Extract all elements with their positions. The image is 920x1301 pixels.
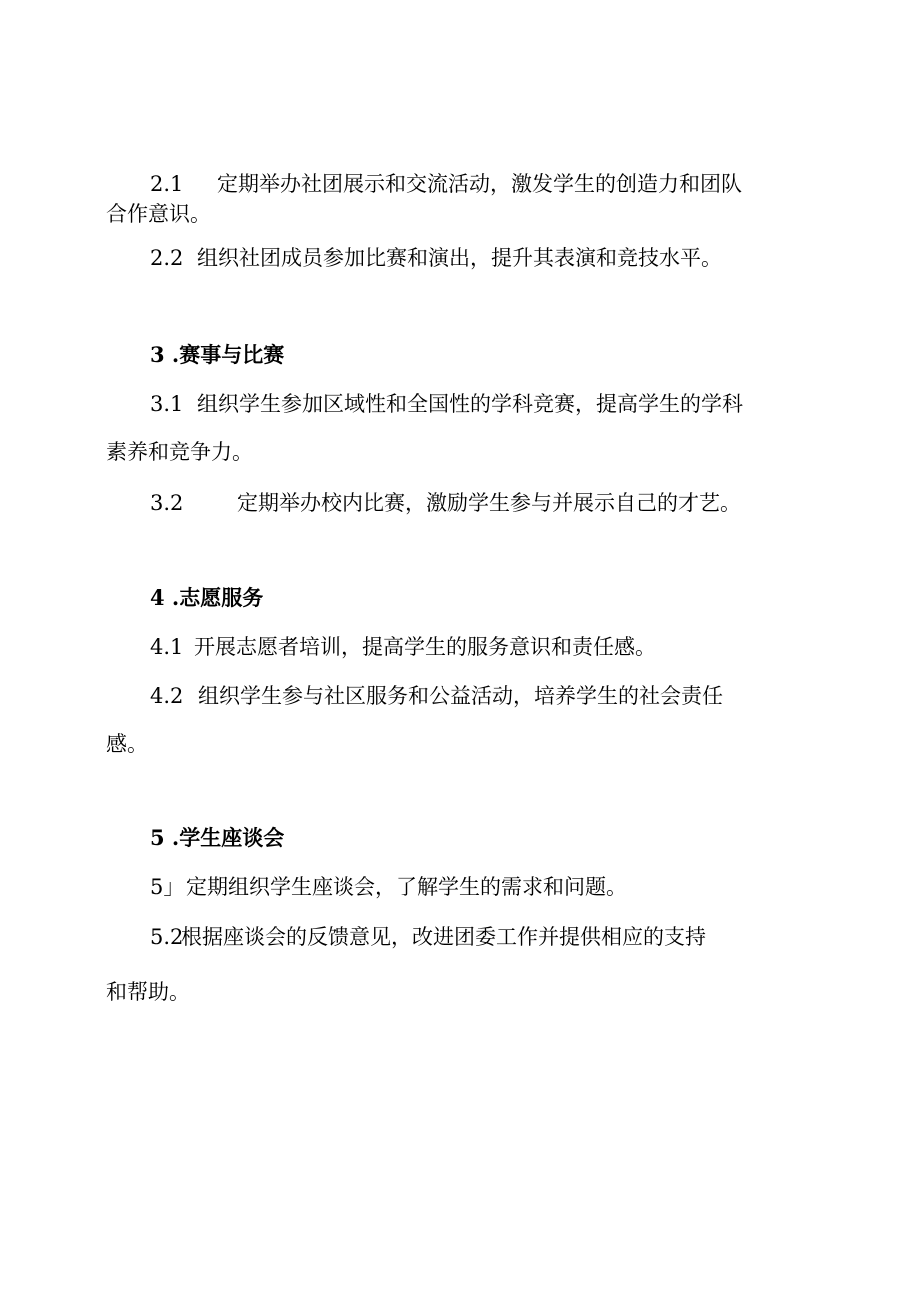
item-3-1-line-2: 素养和竞争力。 xyxy=(106,440,253,464)
item-3-2-line xyxy=(150,488,741,518)
item-4-1-text: 开展志愿者培训，提高学生的服务意识和责任感。 xyxy=(194,635,656,659)
item-5-2-line-2: 和帮助。 xyxy=(106,980,190,1004)
item-3-2-number: 3.2 xyxy=(150,491,184,515)
item-4-1-line xyxy=(150,632,656,662)
item-2-1-line-2: 合作意识。 xyxy=(106,202,211,226)
section-5-heading: 5 .学生座谈会 xyxy=(150,825,285,850)
item-2-2-text: 组织社团成员参加比赛和演出，提升其表演和竞技水平。 xyxy=(197,246,722,270)
item-2-1-text: 定期举办社团展示和交流活动，激发学生的创造力和团队 xyxy=(217,172,742,196)
section-3-heading: 3 .赛事与比赛 xyxy=(150,342,285,367)
item-2-2-line xyxy=(150,243,722,273)
section-4-heading: 4 .志愿服务 xyxy=(150,585,264,610)
item-5-2-number: 5.2 xyxy=(150,925,184,949)
item-4-2-number: 4.2 xyxy=(150,684,184,708)
item-2-1-number: 2.1 xyxy=(150,172,184,196)
item-5-1-text: 定期组织学生座谈会，了解学生的需求和问题。 xyxy=(186,875,627,899)
item-3-1-line-1 xyxy=(150,389,743,419)
item-3-1-number: 3.1 xyxy=(150,392,184,416)
item-5-2-line-1 xyxy=(150,922,706,952)
item-4-2-line-1 xyxy=(150,681,723,711)
item-5-2-text: 根据座谈会的反馈意见，改进团委工作并提供相应的支持 xyxy=(181,925,706,949)
item-4-1-number: 4.1 xyxy=(150,635,184,659)
item-3-1-text: 组织学生参加区域性和全国性的学科竞赛，提高学生的学科 xyxy=(197,392,743,416)
item-2-2-number: 2.2 xyxy=(150,246,184,270)
item-4-2-line-2: 感。 xyxy=(106,732,148,756)
item-2-1-line-1 xyxy=(150,169,742,199)
item-4-2-text: 组织学生参与社区服务和公益活动，培养学生的社会责任 xyxy=(198,684,723,708)
item-3-2-text: 定期举办校内比赛，激励学生参与并展示自己的才艺。 xyxy=(237,491,741,515)
item-5-1-line xyxy=(150,872,627,902)
item-5-1-number: 5」 xyxy=(150,875,185,899)
